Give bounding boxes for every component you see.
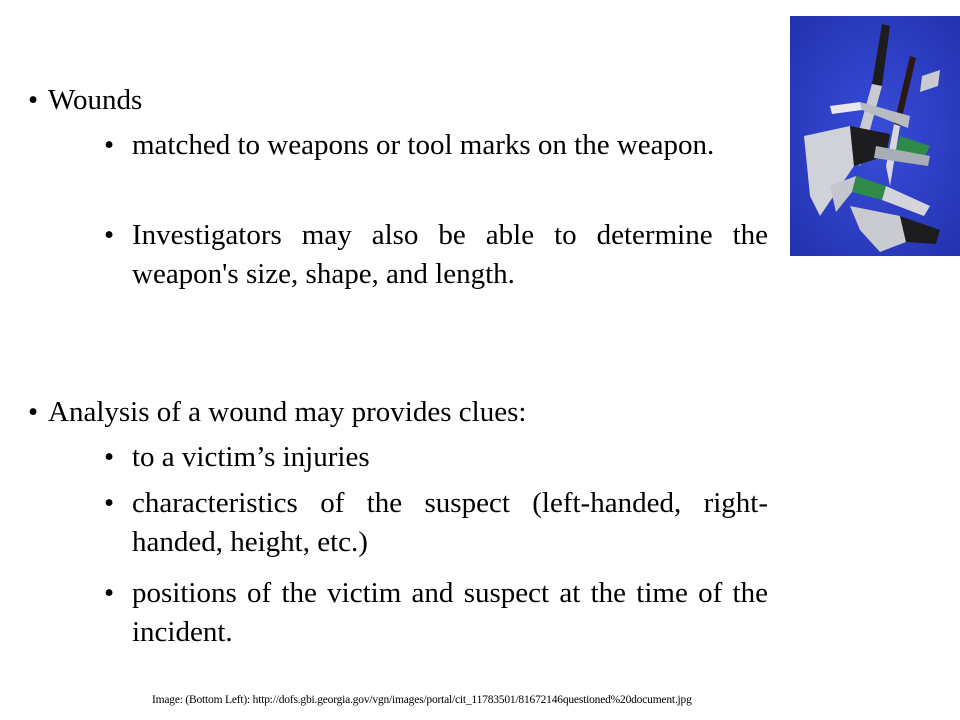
bullet-marker: • xyxy=(104,487,115,519)
section-heading-analysis: Analysis of a wound may provides clues: xyxy=(48,396,527,428)
knives-photo xyxy=(790,16,960,256)
bullet-wounds xyxy=(28,82,142,118)
sub-bullet-injuries xyxy=(104,438,768,477)
bullet-marker: • xyxy=(28,396,39,428)
image-credit-caption: Image: (Bottom Left): http://dofs.gbi.georgia.gov/vgn/images/portal/cit_11783501/81672146questioned%20document.jpg xyxy=(152,694,692,706)
bullet-analysis xyxy=(28,394,526,430)
knives-image xyxy=(790,16,960,256)
bullet-marker: • xyxy=(104,129,115,161)
section-heading-wounds: Wounds xyxy=(48,84,143,116)
bullet-marker: • xyxy=(104,441,115,473)
bullet-marker: • xyxy=(28,84,39,116)
bullet-marker: • xyxy=(104,577,115,609)
bullet-marker: • xyxy=(104,219,115,251)
sub-bullet-weapons xyxy=(104,126,768,165)
sub-bullet-text: to a victim’s injuries xyxy=(132,441,370,473)
sub-bullet-investigators xyxy=(104,216,768,294)
sub-bullet-text: Investigators may also be able to determine the weapon's size, shape, and length. xyxy=(132,219,768,290)
sub-bullet-text: positions of the victim and suspect at the time of the incident. xyxy=(132,577,768,648)
sub-bullet-text: matched to weapons or tool marks on the weapon. xyxy=(132,129,715,161)
sub-bullet-text: characteristics of the suspect (left-handed, right-handed, height, etc.) xyxy=(132,487,768,558)
sub-bullet-suspect-characteristics xyxy=(104,484,768,562)
sub-bullet-positions xyxy=(104,574,768,652)
